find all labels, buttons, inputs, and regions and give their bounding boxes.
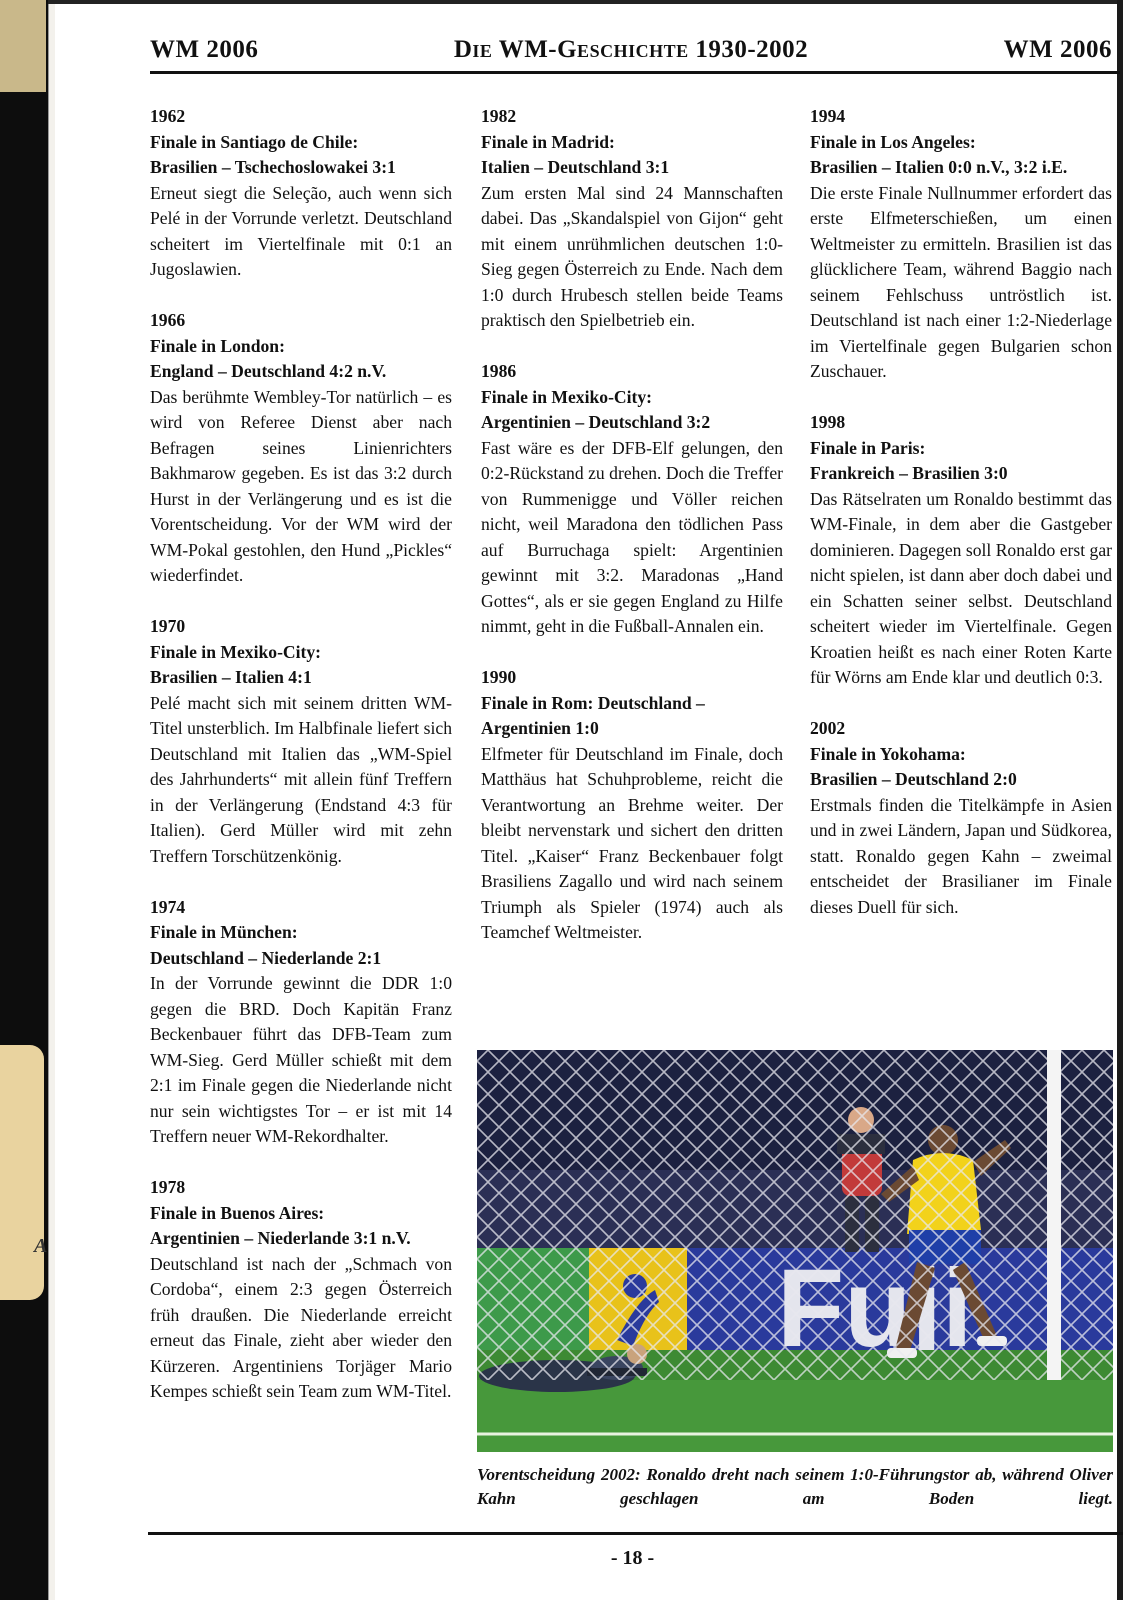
scan-page-edge	[48, 0, 55, 1600]
entry-year: 1974	[150, 896, 186, 917]
entry-title: Finale in Los Angeles:	[810, 131, 976, 152]
entry-result: Brasilien – Tschechoslowakei 3:1	[150, 157, 396, 177]
entry-year: 1970	[150, 616, 186, 636]
entry-title: Finale in Paris:	[810, 437, 926, 458]
column-3	[810, 104, 1112, 946]
entry-1962	[150, 104, 452, 283]
page-number: - 18 -	[610, 1547, 655, 1569]
entry-text: Das berühmte Wembley-Tor natürlich – es wird von Referee Dienst aber nach Befragen seines Linienrichters Bakhmarow gegeben. Es ist das 3:2 durch Hurst in der Verlängerung und es ist die Vorentscheidung. Vor der WM wird der WM-Pokal gestohlen, den Hund „Pickles“ wiederfindet.	[150, 386, 452, 585]
entry-1986	[481, 359, 783, 640]
entry-title: Finale in Madrid:	[481, 131, 615, 152]
entry-year: 2002	[810, 718, 846, 738]
entry-title: Finale in München:	[150, 922, 298, 942]
entry-title: Finale in Santiago de Chile:	[150, 131, 359, 152]
entry-result: Deutschland – Niederlande 2:1	[150, 947, 382, 968]
header-right: WM 2006	[1003, 36, 1112, 63]
entry-text: Erneut siegt die Seleção, auch wenn sich Pelé in der Vorrunde verletzt. Deutschland scheitert im Viertelfinale mit 0:1 an Jugoslawien.	[150, 182, 452, 279]
entry-text: Das Rätselraten um Ronaldo bestimmt das WM-Finale, in dem aber die Gastgeber dominieren. Dagegen soll Ronaldo erst gar nicht spielen, ist dann aber doch dabei und ein Schatten seiner selbst. Deutschland scheitert wieder im Viertelfinale. Gegen Kroatien heißt es nach einer Roten Karte für Wörns am Ende klar und deutlich 0:3.	[810, 488, 1112, 687]
entry-1974	[150, 895, 452, 1150]
header-rule	[150, 71, 1120, 74]
entry-text: Elfmeter für Deutschland im Finale, doch Matthäus hat Schuhprobleme, reicht die Verantwortung an Brehme weiter. Der bleibt nervenstark und sichert den dritten Titel. „Kaiser“ Franz Beckenbauer folgt Brasiliens Zagallo und wird nach seinem Triumph als Spieler (1974) auch als Teamchef Weltmeister.	[481, 743, 783, 942]
goal-post	[1047, 1050, 1061, 1380]
photo-caption: Vorentscheidung 2002: Ronaldo dreht nach seinem 1:0-Führungstor ab, während Oliver Kahn geschlagen am Boden liegt.	[477, 1465, 1113, 1508]
scan-right-edge	[1117, 0, 1123, 1600]
entry-title: Finale in Rom: Deutschland –	[481, 692, 705, 713]
entry-year: 1978	[150, 1177, 186, 1197]
column-1	[150, 104, 452, 1430]
adjacent-page-tab	[0, 1045, 48, 1300]
match-photo	[477, 1050, 1113, 1452]
entry-title: Finale in London:	[150, 335, 285, 356]
entry-1970	[150, 614, 452, 869]
entry-1978	[150, 1175, 452, 1405]
entry-year: 1994	[810, 106, 846, 126]
entry-title: Finale in Buenos Aires:	[150, 1202, 325, 1223]
entry-result: Argentinien – Deutschland 3:2	[481, 412, 711, 432]
entry-text: In der Vorrunde gewinnt die DDR 1:0 gegen die BRD. Doch Kapitän Franz Beckenbauer führt das DFB-Team zum WM-Sieg. Gerd Müller schießt mit dem 2:1 im Finale gegen die Niederlande nicht nur sein wichtigstes Tor – er ist mit 14 Treffern neuer WM-Rekordhalter.	[150, 973, 452, 1146]
entry-result: Brasilien – Italien 0:0 n.V., 3:2 i.E.	[810, 157, 1068, 177]
entry-text: Die erste Finale Nullnummer erfordert das erste Elfmeterschießen, um einen Weltmeister zu ermitteln. Brasilien ist das glücklichere Team, während Baggio nach seinem Fehlschuss untröstlich ist. Deutschland ist nach einer 1:2-Niederlage im Viertelfinale gegen Bulgarien schon Zuschauer.	[810, 182, 1112, 381]
entry-text: Deutschland ist nach der „Schmach von Cordoba“, einem 2:3 gegen Österreich früh draußen. Die Niederlande erreicht erneut das Finale, zieht aber wieder den Kürzeren. Argentiniens Torjäger Mario Kempes schießt sein Team zum WM-Titel.	[150, 1253, 452, 1401]
header-left: WM 2006	[150, 36, 259, 63]
header-center: Die WM-Geschichte 1930-2002	[453, 36, 809, 63]
entry-1990	[481, 665, 783, 946]
entry-1966	[150, 308, 452, 589]
entry-result: Frankreich – Brasilien 3:0	[810, 463, 1008, 483]
scan-binding-strip	[0, 0, 46, 92]
entry-result: Italien – Deutschland 3:1	[481, 157, 670, 177]
column-2	[481, 104, 783, 971]
scan-top-edge	[48, 0, 1123, 4]
entry-1982	[481, 104, 783, 334]
entry-title: Finale in Yokohama:	[810, 743, 966, 764]
entry-text: Pelé macht sich mit seinem dritten WM-Titel unsterblich. Im Halbfinale liefert sich Deutschland mit Italien das „WM-Spiel des Jahrhunderts“ mit allein fünf Treffern in der Verlängerung (Endstand 4:3 für Italien). Gerd Müller wird mit zehn Treffern Torschützenkönig.	[150, 692, 452, 866]
tab-letter: A	[34, 1235, 48, 1257]
entry-year: 1962	[150, 106, 186, 126]
entry-year: 1990	[481, 667, 517, 687]
entry-year: 1982	[481, 106, 517, 126]
entry-text: Zum ersten Mal sind 24 Mannschaften dabei. Das „Skandalspiel von Gijon“ geht mit einem unrühmlichen deutschen 1:0-Sieg gegen Österreich zu Ende. Nach dem 1:0 durch Hrubesch stellen beide Teams praktisch den Spielbetrieb ein.	[481, 182, 783, 330]
entry-result: Argentinien – Niederlande 3:1 n.V.	[150, 1228, 411, 1248]
entry-year: 1966	[150, 310, 186, 330]
entry-text: Fast wäre es der DFB-Elf gelungen, den 0:2-Rückstand zu drehen. Doch die Treffer von Rummenigge und Völler reichen nicht, weil Maradona den tödlichen Pass auf Burruchaga spielt: Argentinien gewinnt mit 3:2. Maradonas „Hand Gottes“, als er sie gegen England zu Hilfe nimmt, geht in die Fußball-Annalen ein.	[481, 437, 783, 636]
entry-year: 1998	[810, 412, 846, 432]
running-header	[150, 36, 1112, 74]
footer-rule	[148, 1532, 1123, 1535]
entry-result: England – Deutschland 4:2 n.V.	[150, 361, 387, 381]
entry-result: Brasilien – Deutschland 2:0	[810, 769, 1017, 789]
entry-2002	[810, 716, 1112, 920]
entry-title: Finale in Mexiko-City:	[481, 386, 653, 407]
entry-result: Brasilien – Italien 4:1	[150, 667, 312, 687]
entry-text: Erstmals finden die Titelkämpfe in Asien und in zwei Ländern, Japan und Südkorea, statt. Ronaldo gegen Kahn – zweimal entscheidet der Brasilianer im Finale dieses Duell für sich.	[810, 794, 1112, 917]
scan-left-margin	[0, 0, 48, 1600]
entry-1998	[810, 410, 1112, 691]
goal-net	[477, 1050, 1113, 1380]
entry-year: 1986	[481, 361, 517, 381]
entry-1994	[810, 104, 1112, 385]
entry-title: Finale in Mexiko-City:	[150, 641, 322, 662]
entry-result: Argentinien 1:0	[481, 718, 599, 738]
